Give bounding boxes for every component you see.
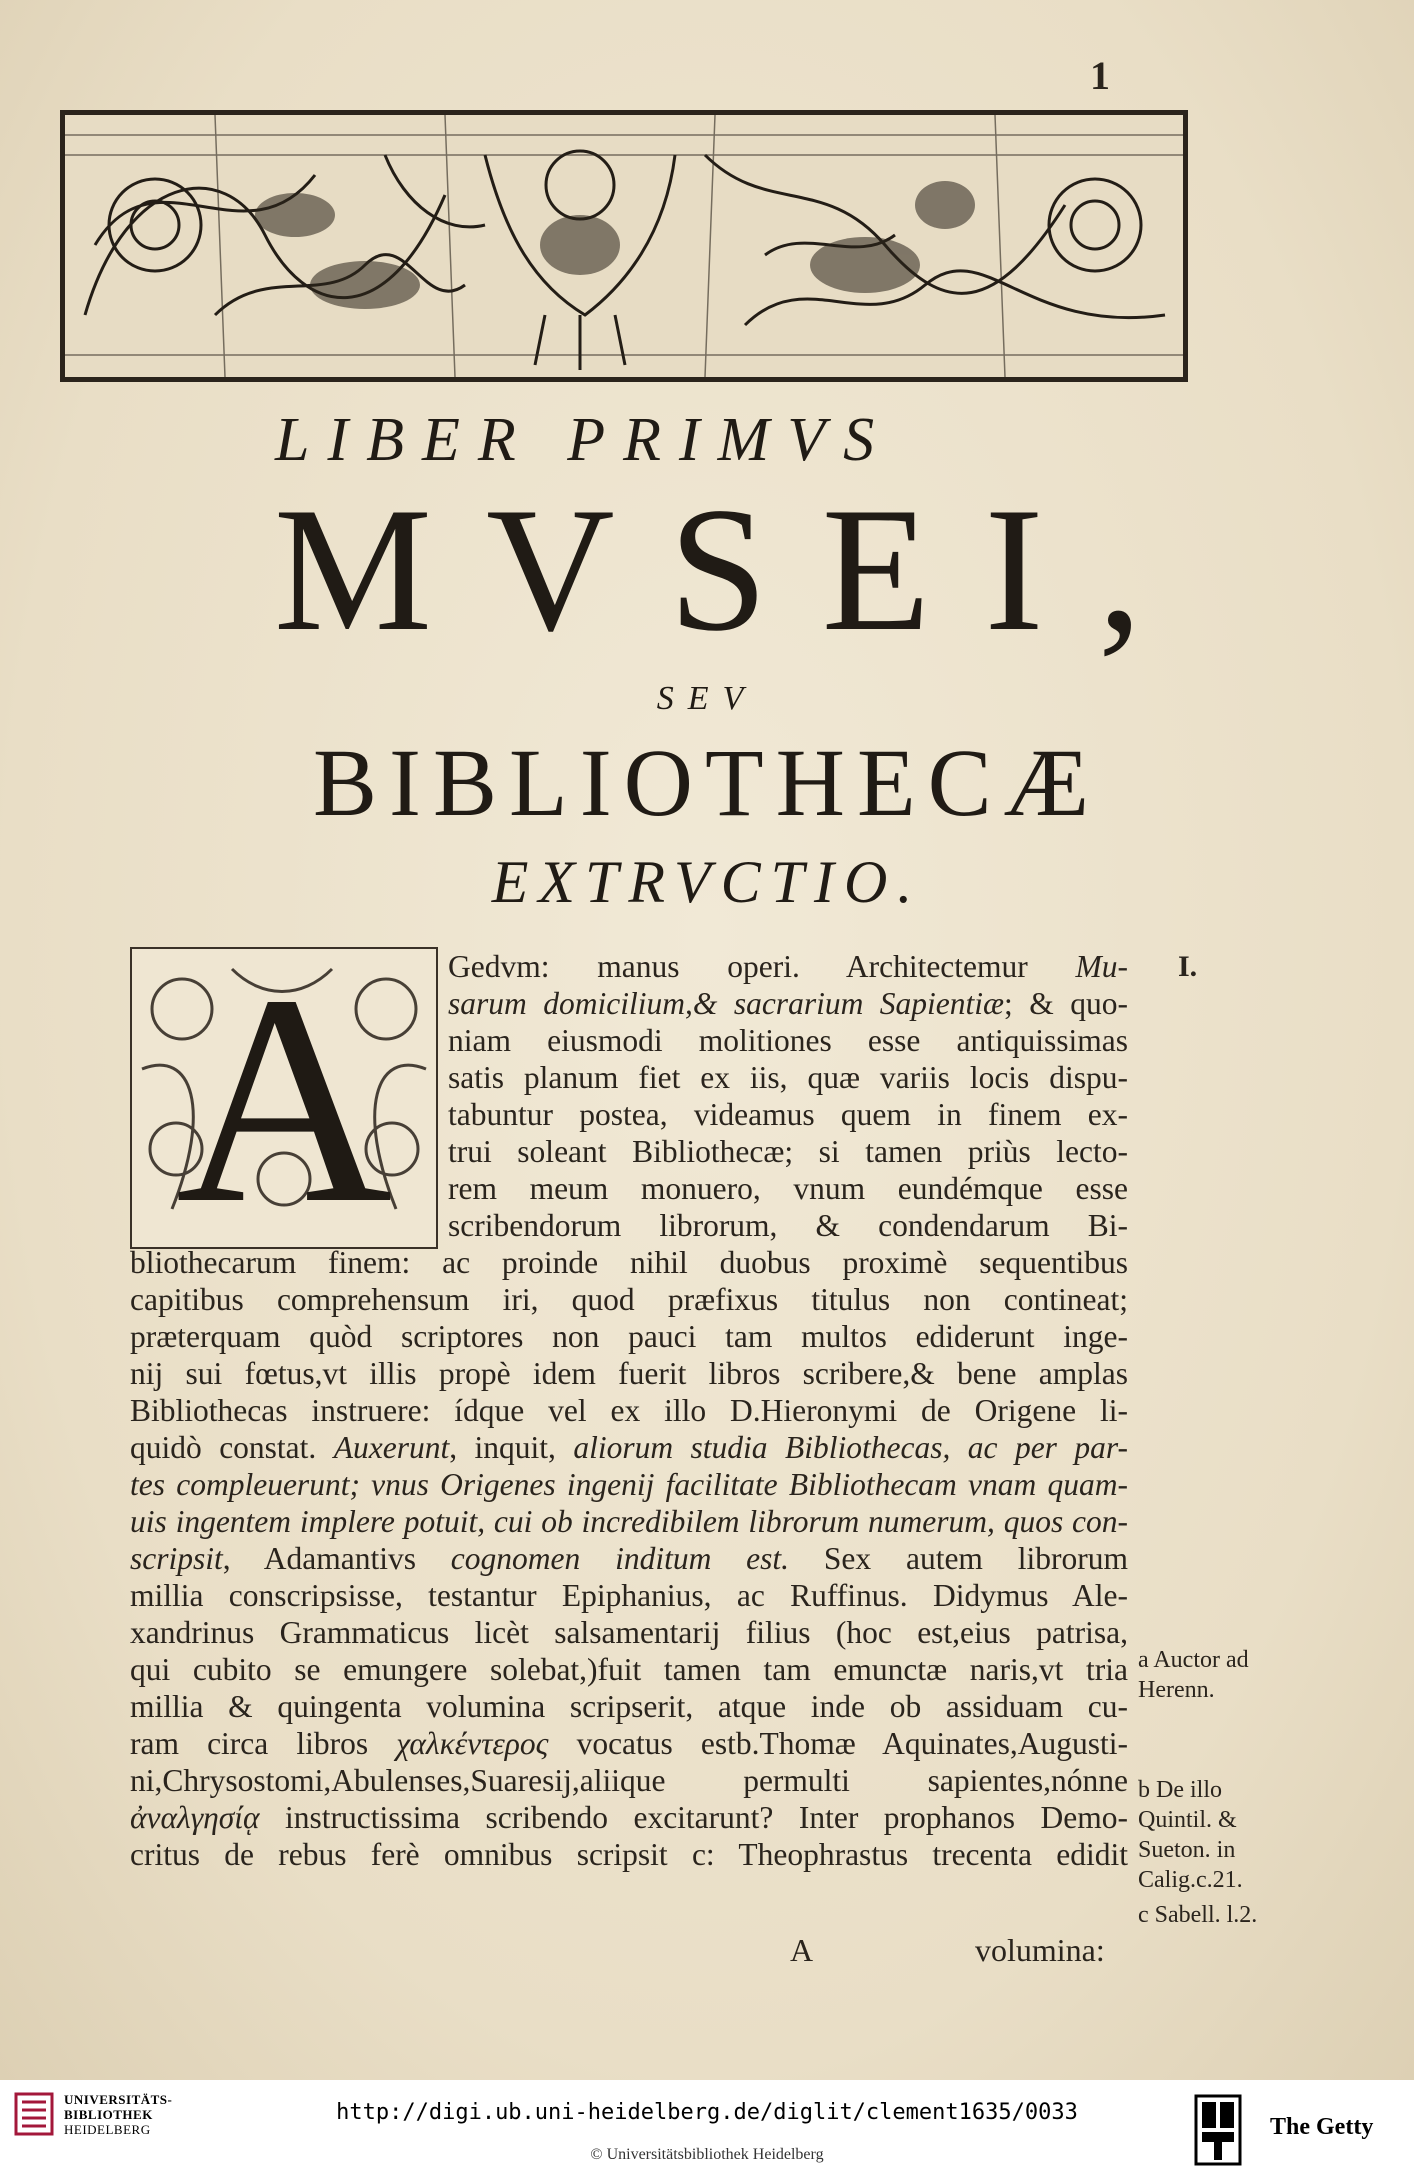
roman-text: tabuntur postea, videamus quem in finem ex- xyxy=(448,1097,1128,1132)
roman-text: capitibus comprehensum iri, quod præfixus titulus non contineat; xyxy=(130,1282,1128,1317)
roman-text: bliothecarum finem: ac proinde nihil duobus proximè sequentibus xyxy=(130,1245,1128,1280)
marginal-note-line: a Auctor ad xyxy=(1138,1647,1249,1673)
library-name-line: BIBLIOTHEK xyxy=(64,2107,153,2122)
italic-text: scripsit xyxy=(130,1541,223,1576)
marginal-note-line: b De illo xyxy=(1138,1777,1222,1803)
roman-text: ram circa libros xyxy=(130,1726,397,1761)
text-line xyxy=(448,1207,1128,1244)
getty-label: The Getty xyxy=(1270,2114,1374,2140)
text-line xyxy=(130,1244,1128,1281)
roman-text: critus de rebus ferè omnibus scripsit c: Theophrastus trecenta edidit xyxy=(130,1837,1128,1872)
roman-text: millia & quingenta volumina scripserit, atque inde ob assiduam cu- xyxy=(130,1689,1128,1724)
text-line xyxy=(130,1540,1128,1577)
text-line xyxy=(130,1429,1128,1466)
liber-primus-heading: LIBER PRIMVS xyxy=(275,406,893,474)
signature-mark: A xyxy=(790,1932,814,1968)
roman-text: qui cubito se emungere solebat,)fuit tamen tam emunctæ naris,vt tria xyxy=(130,1652,1128,1687)
text-line xyxy=(130,1577,1128,1614)
italic-text: uis ingentem implere potuit, cui ob incredibilem librorum numerum, quos con- xyxy=(130,1504,1128,1539)
musei-heading: MVSEI, xyxy=(273,470,1197,668)
headpiece-engraving xyxy=(65,115,1183,377)
italic-text: sarum domicilium,& sacrarium Sapientiæ xyxy=(448,986,1005,1021)
roman-text: ni,Chrysostomi,Abulenses,Suaresij,aliique permulti sapientes,nónne xyxy=(130,1763,1128,1798)
roman-text: scribendorum librorum, & condendarum Bi- xyxy=(448,1208,1128,1243)
italic-text: aliorum studia Bibliothecas, ac per par- xyxy=(573,1430,1128,1465)
decorated-initial xyxy=(130,933,438,1265)
italic-text: ἀναλγησίᾳ xyxy=(130,1800,260,1835)
library-name-line: UNIVERSITÄTS- xyxy=(64,2092,173,2107)
text-line xyxy=(130,1355,1128,1392)
roman-text: trui soleant Bibliothecæ; si tamen priùs lecto- xyxy=(448,1134,1128,1169)
headpiece-ornament xyxy=(60,110,1188,382)
bibliothecae-heading: BIBLIOTHECÆ xyxy=(313,729,1101,836)
italic-text: Mu- xyxy=(1075,949,1128,984)
copyright-notice: © Universitätsbibliothek Heidelberg xyxy=(590,2146,824,2163)
text-line xyxy=(130,1688,1128,1725)
text-line xyxy=(448,1059,1128,1096)
roman-text: quidò constat. xyxy=(130,1430,334,1465)
roman-text: xandrinus Grammaticus licèt salsamentarij filius (hoc est,eius patrisa, xyxy=(130,1615,1128,1650)
italic-text: Auxerunt xyxy=(333,1430,450,1465)
text-line xyxy=(130,1836,1128,1873)
roman-text: præterquam quòd scriptores non pauci tam multos ediderunt inge- xyxy=(130,1319,1128,1354)
permalink-url[interactable]: http://digi.ub.uni-heidelberg.de/diglit/clement1635/0033 xyxy=(336,2100,1078,2125)
roman-text: satis planum fiet ex iis, quæ variis locis dispu- xyxy=(448,1060,1128,1095)
text-line xyxy=(130,1651,1128,1688)
italic-text: χαλκέντερος xyxy=(396,1726,549,1761)
text-line xyxy=(130,1392,1128,1429)
italic-text: tes compleuerunt; vnus Origenes ingenij facilitate Bibliothecam vnam quam- xyxy=(130,1467,1128,1502)
marginal-note-line: Calig.c.21. xyxy=(1138,1867,1243,1893)
getty-logo-icon[interactable] xyxy=(1190,2090,1246,2170)
text-line xyxy=(448,1022,1128,1059)
text-line xyxy=(130,1466,1128,1503)
roman-text: Bibliothecas instruere: ídque vel ex illo D.Hieronymi de Origene li- xyxy=(130,1393,1128,1428)
roman-text: niam eiusmodi molitiones esse antiquissimas xyxy=(448,1023,1128,1058)
text-line xyxy=(130,1762,1128,1799)
text-line xyxy=(448,948,1128,985)
text-line xyxy=(448,985,1128,1022)
roman-text: ; & quo- xyxy=(1004,986,1128,1021)
library-name-line: HEIDELBERG xyxy=(64,2122,151,2137)
text-line xyxy=(130,1799,1128,1836)
page-number: 1 xyxy=(1090,53,1110,98)
sev-heading: SEV xyxy=(656,680,758,717)
text-line xyxy=(130,1503,1128,1540)
text-line xyxy=(448,1133,1128,1170)
marginal-note-c: c Sabell. l.2. xyxy=(1138,1902,1258,1928)
initial-letter: A xyxy=(175,933,393,1265)
marginal-note-b xyxy=(1138,1775,1243,1895)
roman-text: , Adamantivs xyxy=(222,1541,451,1576)
text-line xyxy=(130,1318,1128,1355)
text-line xyxy=(448,1170,1128,1207)
text-line xyxy=(448,1096,1128,1133)
catchword: volumina: xyxy=(975,1932,1105,1968)
marginal-note-line: Quintil. & xyxy=(1138,1807,1237,1833)
text-line xyxy=(130,1725,1128,1762)
marginal-note-line: Herenn. xyxy=(1138,1677,1215,1703)
roman-text: Gedvm: manus operi. Architectemur xyxy=(448,949,1076,984)
text-line xyxy=(130,1614,1128,1651)
roman-text: , inquit, xyxy=(449,1430,574,1465)
extructio-heading: EXTRVCTIO. xyxy=(491,849,923,915)
marginal-note-line: Sueton. in xyxy=(1138,1837,1236,1863)
text-line xyxy=(130,1281,1128,1318)
roman-text: rem meum monuero, vnum eundémque esse xyxy=(448,1171,1128,1206)
roman-text: vocatus estb.Thomæ Aquinates,Augusti- xyxy=(548,1726,1128,1761)
marginal-note-a xyxy=(1138,1645,1249,1705)
roman-text: millia conscripsisse, testantur Epiphanius, ac Ruffinus. Didymus Ale- xyxy=(130,1578,1128,1613)
roman-text: instructissima scribendo excitarunt? Inter prophanos Demo- xyxy=(259,1800,1128,1835)
italic-text: cognomen inditum est. xyxy=(450,1541,790,1576)
roman-text: Sex autem librorum xyxy=(789,1541,1128,1576)
roman-text: nij sui fœtus,vt illis propè idem fuerit libros scribere,& bene amplas xyxy=(130,1356,1128,1391)
section-number: I. xyxy=(1178,950,1198,983)
